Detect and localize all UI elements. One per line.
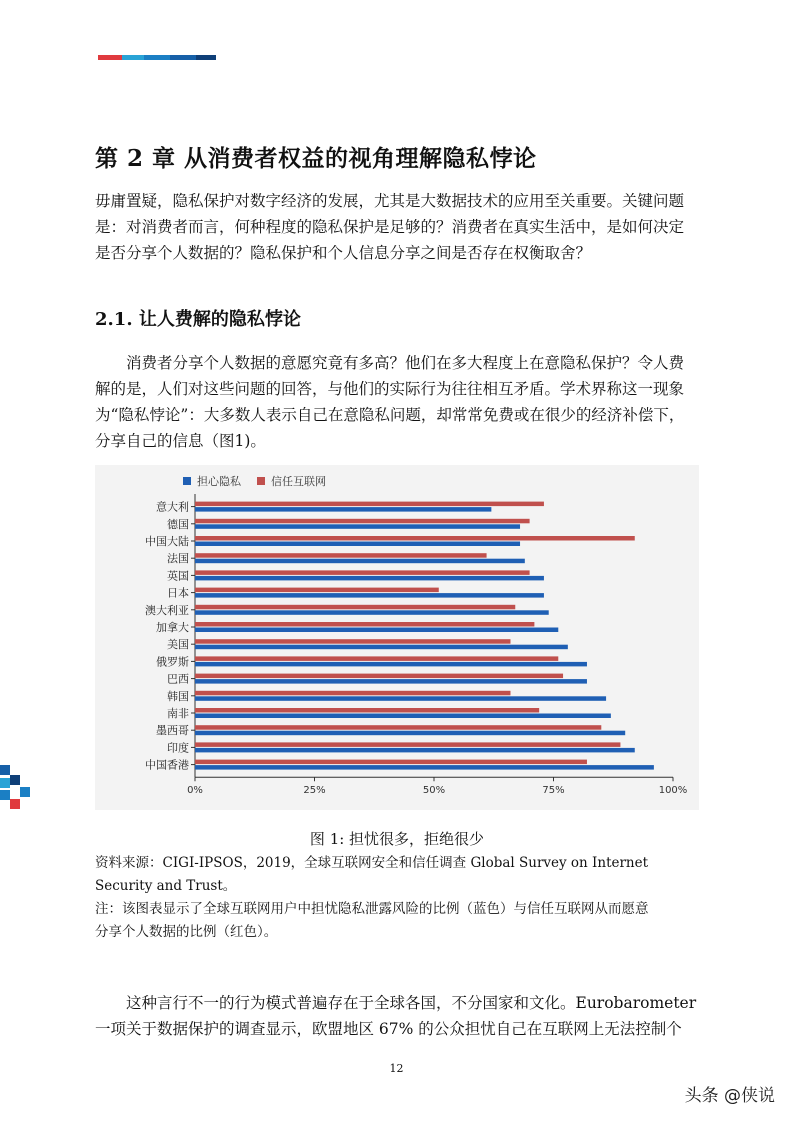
x-tick-label: 75%: [542, 785, 565, 797]
section-title: 2.1. 让人费解的隐私悖论: [95, 309, 301, 330]
bar-privacy: [195, 731, 625, 736]
x-tick-label: 0%: [187, 785, 203, 797]
intro-line: 毋庸置疑，隐私保护对数字经济的发展，尤其是大数据技术的应用至关重要。关键问题: [95, 192, 685, 210]
bar-trust: [195, 708, 539, 713]
bar-trust: [195, 553, 487, 558]
bar-trust: [195, 605, 515, 610]
category-label: 法国: [167, 552, 189, 566]
body-line: 这种言行不一的行为模式普遍存在于全球各国，不分国家和文化。Eurobarometer: [126, 994, 697, 1012]
deco-segment-navy: [196, 55, 216, 60]
category-label: 德国: [167, 517, 189, 531]
deco-pixel: [20, 787, 30, 797]
bar-trust: [195, 502, 544, 507]
source-line: Security and Trust。: [95, 878, 237, 894]
deco-pixel: [0, 765, 10, 775]
x-tick-label: 100%: [658, 785, 688, 797]
body-line: 一项关于数据保护的调查显示，欧盟地区 67% 的公众担忧自己在互联网上无法控制个: [95, 1020, 682, 1038]
deco-pixel: [0, 778, 10, 788]
intro-paragraph: [95, 188, 684, 266]
legend-label: 信任互联网: [271, 475, 326, 488]
page-number: 12: [389, 1062, 404, 1075]
bar-privacy: [195, 524, 520, 529]
bar-trust: [195, 519, 530, 524]
category-label: 巴西: [167, 672, 189, 686]
bar-chart: [95, 465, 699, 810]
category-label: 澳大利亚: [145, 603, 189, 617]
deco-segment-red: [98, 55, 122, 60]
bar-privacy: [195, 559, 525, 564]
category-label: 中国香港: [145, 758, 189, 772]
bar-privacy: [195, 696, 606, 701]
bar-privacy: [195, 593, 544, 598]
x-tick-label: 25%: [303, 785, 326, 797]
bar-trust: [195, 674, 563, 679]
category-label: 意大利: [156, 500, 189, 514]
category-label: 加拿大: [156, 621, 189, 634]
note-line: 注：该图表显示了全球互联网用户中担忧隐私泄露风险的比例（蓝色）与信任互联网从而愿意: [95, 901, 649, 917]
bar-privacy: [195, 714, 611, 719]
bar-privacy: [195, 662, 587, 667]
bar-trust: [195, 622, 534, 627]
legend-swatch: [257, 477, 265, 485]
bar-trust: [195, 691, 510, 696]
bar-trust: [195, 536, 635, 541]
section-line: 解的是，人们对这些问题的回答，与他们的实际行为往往相互矛盾。学术界称这一现象: [95, 380, 685, 398]
deco-pixel: [10, 775, 20, 785]
category-label: 美国: [167, 638, 189, 652]
category-label: 俄罗斯: [156, 655, 189, 669]
figure-source: [95, 852, 649, 944]
figure-caption: 图 1: 担忧很多，拒绝很少: [309, 830, 485, 848]
bar-privacy: [195, 628, 558, 633]
section-paragraph: [95, 350, 684, 454]
bar-trust: [195, 639, 510, 644]
bar-trust: [195, 760, 587, 765]
chart-container: [95, 465, 699, 810]
body-paragraph: [95, 990, 696, 1042]
category-label: 印度: [167, 741, 189, 755]
bar-privacy: [195, 542, 520, 547]
x-tick-label: 50%: [422, 785, 446, 797]
section-line: 为“隐私悖论”：大多数人表示自己在意隐私问题，却常常免费或在很少的经济补偿下，: [95, 406, 685, 424]
bar-trust: [195, 742, 620, 747]
category-label: 南非: [167, 707, 189, 720]
intro-line: 是：对消费者而言，何种程度的隐私保护是足够的？消费者在真实生活中，是如何决定: [95, 218, 685, 236]
legend-label: 担心隐私: [197, 475, 241, 488]
deco-pixel: [10, 799, 20, 809]
legend-swatch: [183, 477, 191, 485]
bar-privacy: [195, 610, 549, 615]
chapter-title: 第 2 章 从消费者权益的视角理解隐私悖论: [95, 145, 537, 172]
category-label: 日本: [167, 586, 189, 600]
category-label: 韩国: [167, 689, 189, 703]
intro-line: 是否分享个人数据的？隐私保护和个人信息分享之间是否存在权衡取舍？: [95, 244, 592, 262]
bar-trust: [195, 725, 601, 730]
deco-segment-darkblue: [170, 55, 196, 60]
section-line: 消费者分享个人数据的意愿究竟有多高？他们在多大程度上在意隐私保护？令人费: [126, 354, 685, 372]
deco-pixel: [0, 790, 10, 800]
source-line: 资料来源：CIGI-IPSOS，2019，全球互联网安全和信任调查 Global Survey on Internet: [95, 855, 649, 871]
category-label: 英国: [167, 569, 189, 583]
category-label: 墨西哥: [156, 724, 189, 738]
bar-privacy: [195, 748, 635, 753]
bar-trust: [195, 656, 558, 661]
watermark: 头条 @侠说: [684, 1086, 775, 1106]
bar-privacy: [195, 645, 568, 650]
bar-trust: [195, 570, 530, 575]
bar-trust: [195, 588, 439, 593]
bar-privacy: [195, 576, 544, 581]
note-line: 分享个人数据的比例（红色）。: [95, 924, 278, 940]
deco-segment-blue: [144, 55, 170, 60]
bar-privacy: [195, 507, 491, 512]
deco-segment-lightblue: [122, 55, 144, 60]
category-label: 中国大陆: [145, 535, 189, 548]
bar-privacy: [195, 765, 654, 770]
section-line: 分享自己的信息（图1)。: [95, 432, 266, 450]
bar-privacy: [195, 679, 587, 684]
